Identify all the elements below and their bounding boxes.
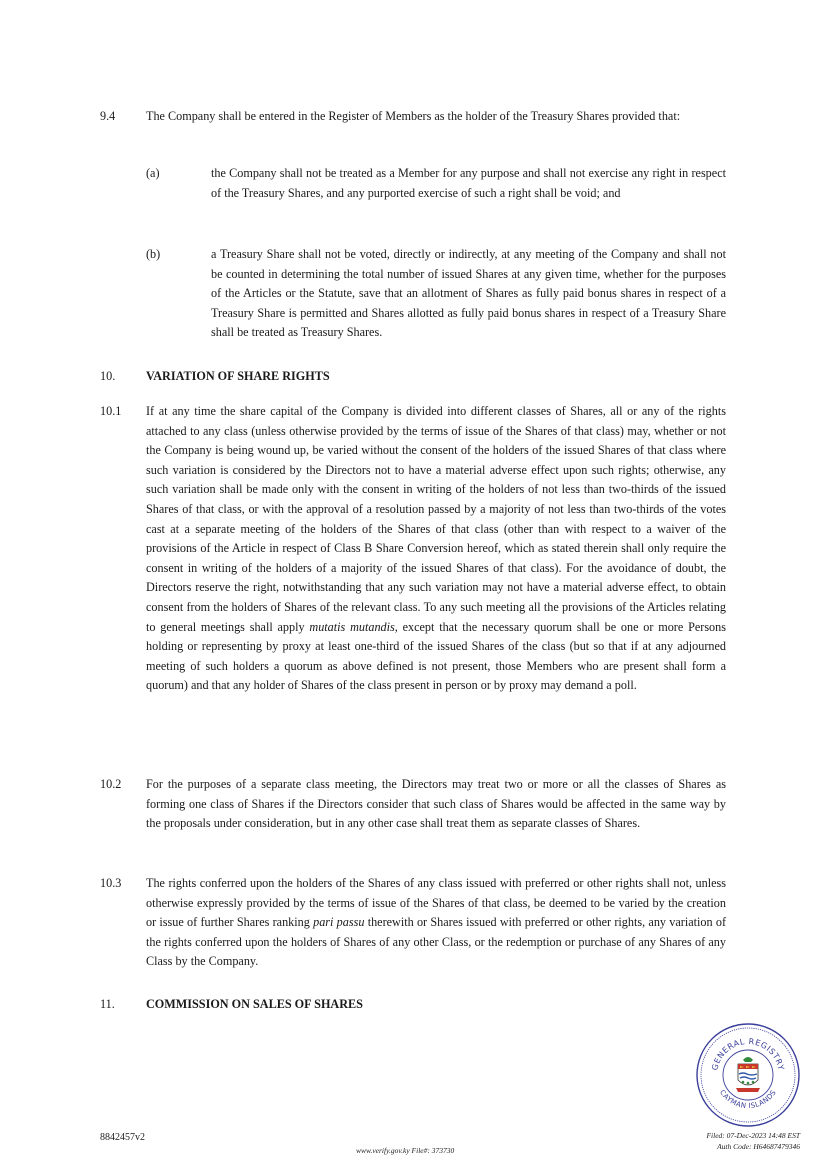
clause-10-1-text-part-1: If at any time the share capital of the Company is divided into different classes of Shares, all or any of the rights attached to any class (unless otherwise provided by the terms of issue of the Shares of that class) may, whether or not the Company is being wound up, be varied without the consent of the holders of the issued Shares of that class where such variation is considered by the Directors not to have a material adverse effect upon such rights; otherwise, any such variation shall be made only with the consent in writing of the holders of not less than two-thirds of the issued Shares of that class, or with the approval of a resolution passed by a majority of not less than two-thirds of the votes cast at a separate meeting of the holders of the Shares of that class (other than with respect to a waiver of the provisions of the Article in respect of Class B Share Conversion hereof, which as stated therein shall only require the consent in writing of the holders of a majority of the issued Shares of that class). For the avoidance of doubt, the Directors reserve the right, notwithstanding that any such variation may not have a material adverse effect, to obtain consent from the holders of Shares of the relevant class. To any such meeting all the provisions of the Articles relating to general meetings shall apply (146, 404, 726, 634)
seal-bottom-text: CAYMAN ISLANDS (717, 1088, 778, 1111)
section-number-11: 11. (100, 997, 115, 1011)
clause-10-3-text-part-1: The rights conferred upon the holders of the Shares of any class issued with preferred or other rights shall not, unless otherwise expressly provided by the terms of issue of the Shares of that class, be deemed to be varied by the creation or issue of further Shares ranking (146, 876, 726, 930)
clause-number-9-4: 9.4 (100, 109, 116, 123)
section-heading-10: VARIATION OF SHARE RIGHTS (146, 369, 330, 383)
clause-10-3-text-part-2: therewith or Shares issued with preferred or other rights, any variation of the rights conferred upon the holders of Shares of any other Class, or the redemption or purchase of any Shares of any Class by the Company. (146, 915, 726, 969)
clause-number-10-3: 10.3 (100, 876, 122, 890)
section-number-10: 10. (100, 369, 116, 383)
clause-10-1-text-part-2: , except that the necessary quorum shall be one or more Persons holding or representing by proxy at least one-third of the issued Shares of the class (but so that if at any adjourned meeting of such holders a quorum as above defined is not present, those Members who are present shall form a quorum) and that any holder of Shares of the class present in person or by proxy may demand a poll. (146, 619, 726, 693)
general-registry-seal (695, 1022, 801, 1128)
clause-10-1-text (146, 402, 726, 696)
cayman-crest-icon (736, 1057, 760, 1092)
clause-10-2-text: For the purposes of a separate class meeting, the Directors may treat two or more or all the classes of Shares as forming one class of Shares if the Directors consider that such class of Shares would be affected in the same way by the proposals under consideration, but in any other case shall treat them as separate classes of Shares. (146, 777, 726, 831)
clause-9-4-b-label: (b) (146, 247, 161, 261)
seal-top-text: GENERAL REGISTRY (710, 1036, 786, 1072)
clause-9-4-text: The Company shall be entered in the Register of Members as the holder of the Treasury Shares provided that: (146, 109, 681, 123)
clause-10-1-latin-term: mutatis mutandis (309, 619, 395, 634)
clause-9-4-a-text: the Company shall not be treated as a Member for any purpose and shall not exercise any right in respect of the Treasury Shares, and any purported exercise of such a right shall be void; and (211, 166, 726, 200)
auth-code: Auth Code: H64687479346 (717, 1142, 800, 1151)
filing-info (650, 1130, 800, 1152)
section-heading-11: COMMISSION ON SALES OF SHARES (146, 997, 363, 1011)
clause-10-3-latin-term: pari passu (313, 915, 365, 930)
clause-number-10-2: 10.2 (100, 777, 122, 791)
clause-10-3-text (146, 874, 726, 972)
clause-number-10-1: 10.1 (100, 404, 122, 418)
clause-9-4-a-label: (a) (146, 166, 160, 180)
clause-9-4-b-text: a Treasury Share shall not be voted, directly or indirectly, at any meeting of the Company and shall not be counted in determining the total number of issued Shares at any given time, whether for the purposes of the Articles or the Statute, save that an allotment of Shares as fully paid bonus shares in respect of a Treasury Share is permitted and Shares allotted as fully paid bonus shares in respect of a Treasury Share shall be treated as Treasury Shares. (211, 247, 726, 340)
verification-text: www.verify.gov.ky File#: 373730 (356, 1146, 455, 1155)
document-id: 8842457v2 (100, 1132, 145, 1143)
filed-date: Filed: 07-Dec-2023 14:48 EST (706, 1131, 800, 1140)
